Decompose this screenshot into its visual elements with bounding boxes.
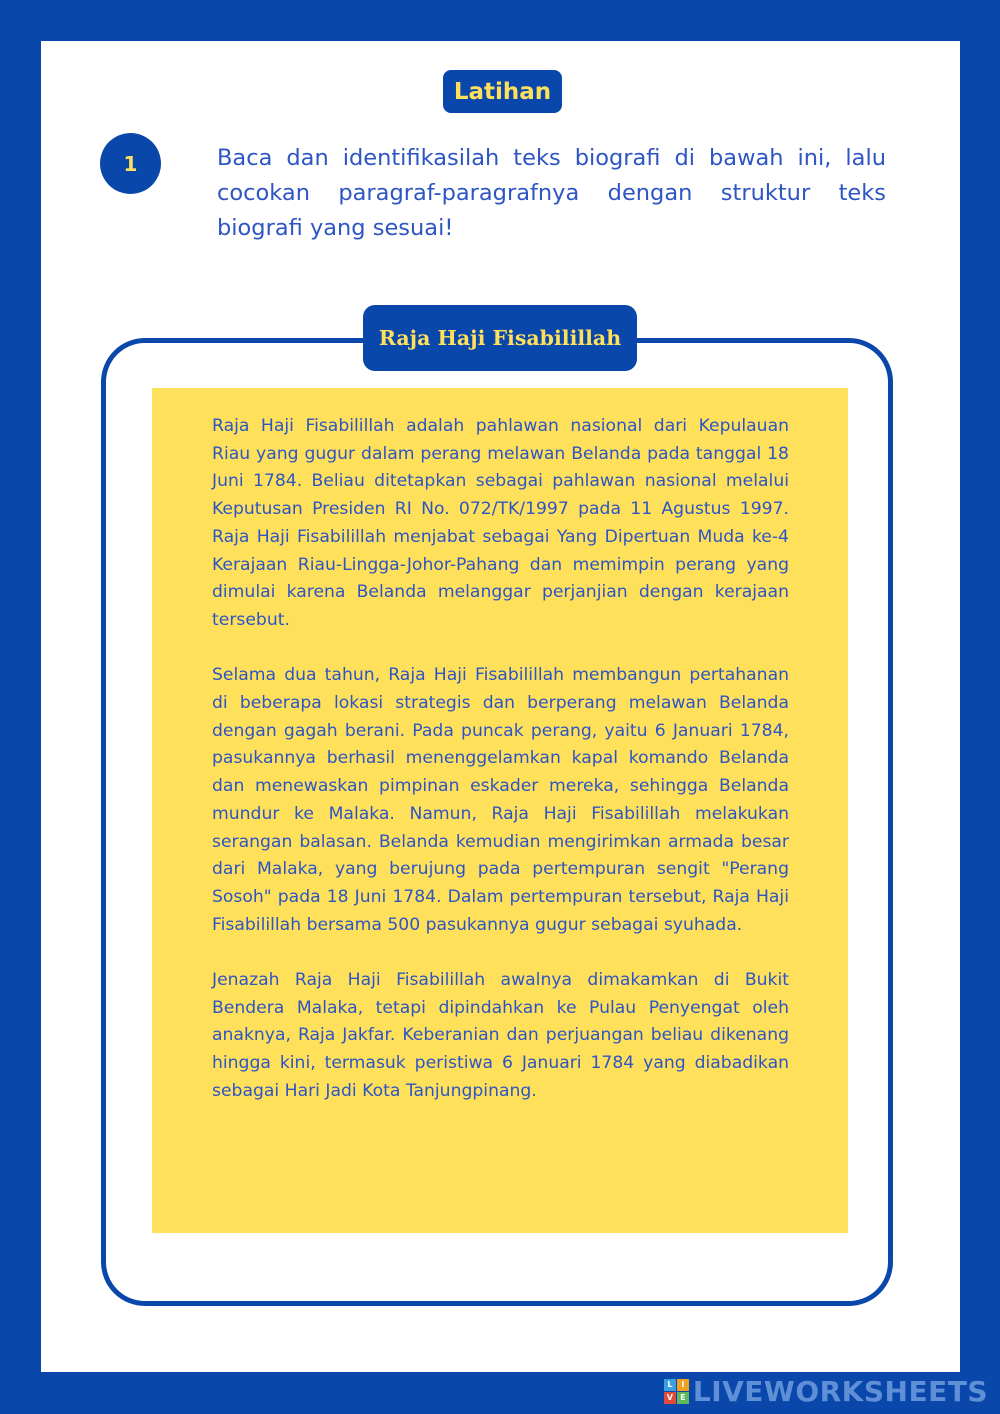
biography-text xyxy=(212,413,789,1133)
latihan-badge: Latihan xyxy=(443,70,562,113)
watermark-text: LIVEWORKSHEETS xyxy=(692,1374,988,1408)
biography-paragraph-1: Raja Haji Fisabilillah adalah pahlawan nasional dari Kepulauan Riau yang gugur dalam perang melawan Belanda pada tanggal 18 Juni 1784. Beliau ditetapkan sebagai pahlawan nasional melalui Keputusan Presiden RI No. 072/TK/1997 pada 11 Agustus 1997. Raja Haji Fisabilillah menjabat sebagai Yang Dipertuan Muda ke-4 Kerajaan Riau-Lingga-Johor-Pahang dan memimpin perang yang dimulai karena Belanda melanggar perjanjian dengan kerajaan tersebut. xyxy=(212,416,789,630)
liveworksheets-logo-icon: L I V E xyxy=(664,1379,689,1404)
question-number-badge: 1 xyxy=(100,133,161,194)
question-instruction: Baca dan identifikasilah teks biografi di bawah ini, lalu cocokan paragraf-paragrafnya dengan struktur teks biografi yang sesuai! xyxy=(217,145,886,241)
liveworksheets-watermark xyxy=(664,1376,988,1406)
biography-paragraph-2: Selama dua tahun, Raja Haji Fisabilillah membangun pertahanan di beberapa lokasi strategis dan berperang melawan Belanda dengan gagah berani. Pada puncak perang, yaitu 6 Januari 1784, pasukannya berhasil menenggelamkan kapal komando Belanda dan menewaskan pimpinan eskader mereka, sehingga Belanda mundur ke Malaka. Namun, Raja Haji Fisabilillah melakukan serangan balasan. Belanda kemudian mengirimkan armada besar dari Malaka, yang berujung pada pertempuran sengit "Perang Sosoh" pada 18 Juni 1784. Dalam pertempuran tersebut, Raja Haji Fisabilillah bersama 500 pasukannya gugur sebagai syuhada. xyxy=(212,665,789,935)
biography-title: Raja Haji Fisabilillah xyxy=(363,305,637,371)
biography-paragraph-3: Jenazah Raja Haji Fisabilillah awalnya dimakamkan di Bukit Bendera Malaka, tetapi dipindahkan ke Pulau Penyengat oleh anaknya, Raja Jakfar. Keberanian dan perjuangan beliau dikenang hingga kini, termasuk peristiwa 6 Januari 1784 yang diabadikan sebagai Hari Jadi Kota Tanjungpinang. xyxy=(212,970,789,1101)
